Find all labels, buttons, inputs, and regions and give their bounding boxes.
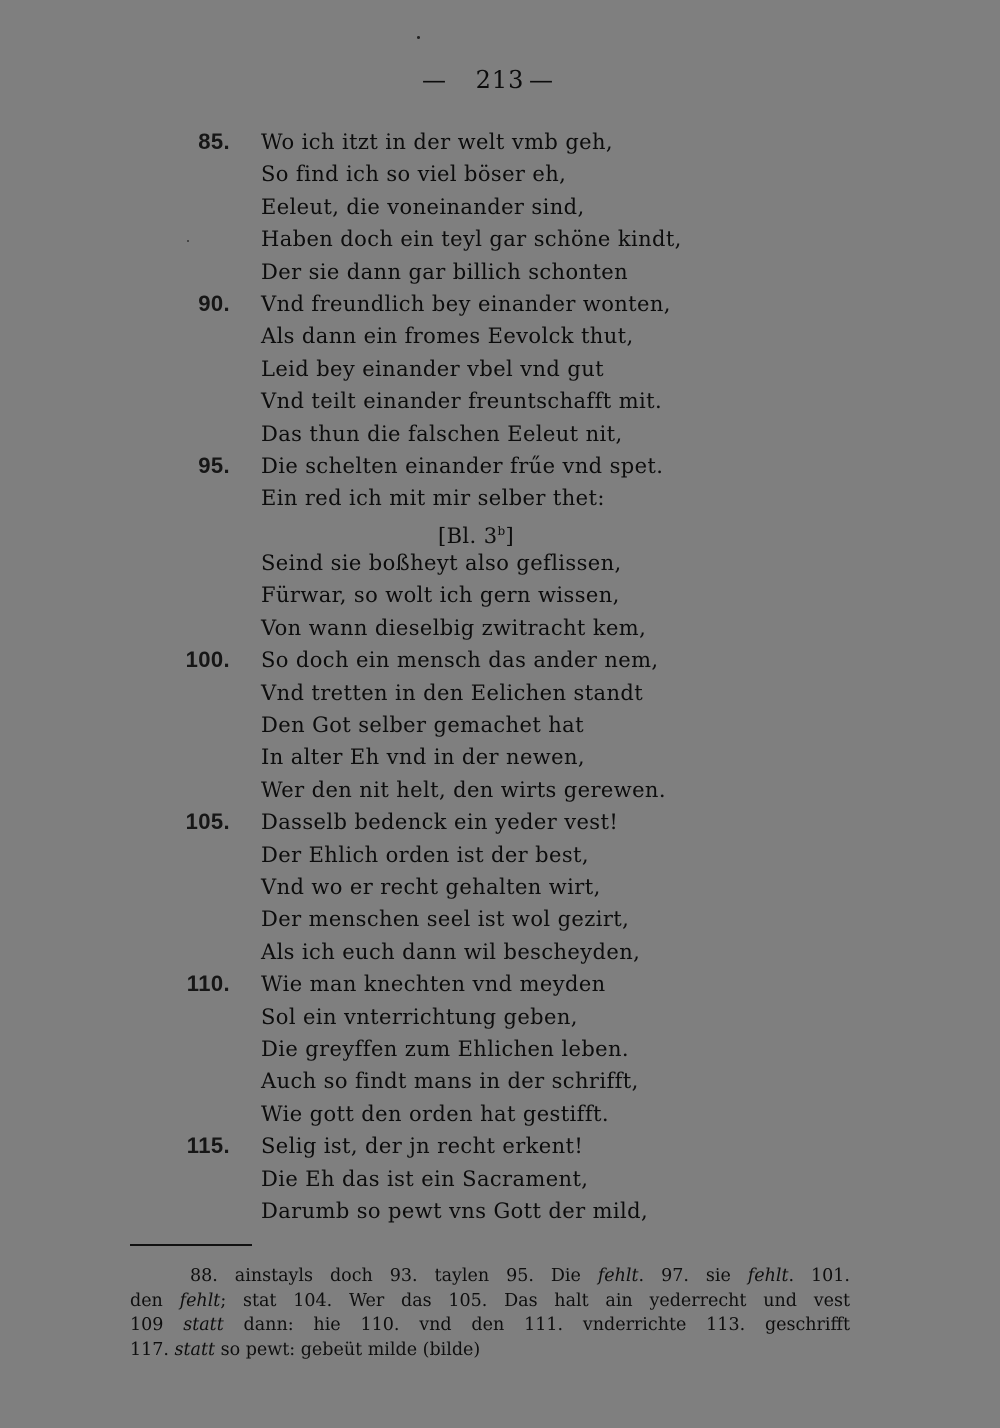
- verse-text: Als dann ein fromes Eevolck thut,: [261, 324, 634, 349]
- verse-text: Die schelten einander frűe vnd spet.: [261, 453, 664, 478]
- verse-text: Von wann dieselbig zwitracht kem,: [261, 615, 647, 640]
- page-number: 213: [475, 66, 525, 94]
- verse-text: Wo ich itzt in der welt vmb geh,: [261, 130, 613, 154]
- verse-text: Sol ein vnterrichtung geben,: [261, 1004, 578, 1029]
- folio-label: [Bl. 3: [438, 523, 498, 548]
- verse-line: [0, 579, 1000, 611]
- verse-text: Ein red ich mit mir selber thet:: [261, 486, 605, 511]
- verse-number: 105.: [185, 809, 230, 835]
- verse-text: In alter Eh vnd in der newen,: [261, 745, 586, 770]
- verse-line: [0, 547, 1000, 579]
- verse-text: Der menschen seel ist wol gezirt,: [261, 907, 630, 932]
- verse-line: [0, 1130, 1000, 1162]
- verse-text: Wie gott den orden hat gestifft.: [261, 1101, 609, 1126]
- verse-text: Vnd teilt einander freuntschafft mit.: [261, 389, 663, 414]
- verse-line: [0, 903, 1000, 935]
- verse-line: [0, 774, 1000, 806]
- verse-line: [0, 1001, 1000, 1033]
- verse-line: [0, 968, 1000, 1000]
- verse-text: Der sie dann gar billich schonten: [261, 259, 629, 284]
- folio-superscript: b: [497, 523, 506, 538]
- verse-text: Der Ehlich orden ist der best,: [261, 842, 589, 867]
- verse-text: Fürwar, so wolt ich gern wissen,: [261, 583, 620, 608]
- verse-text: Vnd wo er recht gehalten wirt,: [261, 874, 601, 899]
- verse-text: Vnd tretten in den Eelichen standt: [261, 680, 644, 705]
- verse-line: [0, 126, 1000, 158]
- verse-number: 85.: [198, 129, 230, 154]
- verse-number: 110.: [186, 971, 230, 997]
- verse-line: [0, 936, 1000, 968]
- verse-text: Als ich euch dann wil bescheyden,: [261, 939, 641, 964]
- verse-line: [0, 741, 1000, 773]
- page-header: [0, 66, 1000, 94]
- footnote-line: 88. ainstayls doch 93. taylen 95. Die fehlt. 97. sie fehlt. 101.: [190, 1266, 850, 1286]
- verse-line: [0, 1065, 1000, 1097]
- verse-line: [0, 320, 1000, 352]
- header-dash-left: —: [421, 66, 447, 94]
- verse-line: [0, 612, 1000, 644]
- verse-number: 90.: [198, 290, 230, 316]
- editorial-term: statt: [174, 1339, 216, 1360]
- verse-text: Darumb so pewt vns Gott der mild,: [261, 1198, 649, 1223]
- verse-text: Die Eh das ist ein Sacrament,: [261, 1166, 589, 1191]
- verse-line: [0, 644, 1000, 676]
- verse-text: Vnd freundlich bey einander wonten,: [261, 291, 671, 316]
- verse-line: [0, 871, 1000, 903]
- verse-text: Auch so findt mans in der schrifft,: [261, 1069, 639, 1094]
- footnote-line: 117. statt so pewt: gebeüt milde (bilde): [130, 1339, 481, 1360]
- verse-text: Wer den nit helt, den wirts gerewen.: [261, 777, 666, 802]
- verse-line: [0, 385, 1000, 417]
- verse-line: [0, 709, 1000, 741]
- verse-block: [0, 126, 1000, 1227]
- editorial-term: fehlt: [179, 1290, 221, 1311]
- footnote-rule: [130, 1244, 252, 1246]
- verse-text: Leid bey einander vbel vnd gut: [261, 356, 604, 381]
- verse-text: Das thun die falschen Eeleut nit,: [261, 421, 623, 446]
- verse-line: [0, 1098, 1000, 1130]
- verse-text: Den Got selber gemachet hat: [261, 713, 584, 738]
- verse-text: So find ich so viel böser eh,: [261, 162, 567, 187]
- editorial-term: fehlt: [597, 1266, 639, 1286]
- verse-text: Eeleut, die voneinander sind,: [261, 194, 585, 219]
- verse-line: [0, 256, 1000, 288]
- header-dash-right: —: [529, 66, 555, 94]
- verse-number: 95.: [198, 452, 230, 478]
- verse-line: [0, 288, 1000, 320]
- footnote-line: 109 statt dann: hie 110. vnd den 111. vnderrichte 113. geschrifft: [130, 1315, 850, 1335]
- verse-line: [0, 223, 1000, 255]
- verse-text: Selig ist, der jn recht erkent!: [261, 1134, 584, 1159]
- verse-line: [0, 450, 1000, 482]
- footnotes: [130, 1264, 850, 1362]
- verse-line: [0, 418, 1000, 450]
- verse-text: Wie man knechten vnd meyden: [261, 972, 606, 997]
- verse-line: [0, 1195, 1000, 1227]
- verse-text: Dasselb bedenck ein yeder vest!: [261, 810, 619, 835]
- folio-line: [0, 515, 1000, 547]
- verse-text: Haben doch ein teyl gar schöne kindt,: [261, 227, 682, 252]
- verse-line: [0, 1033, 1000, 1065]
- folio-close: ]: [505, 523, 515, 548]
- verse-line: [0, 1163, 1000, 1195]
- verse-line: [0, 806, 1000, 838]
- editorial-term: fehlt: [747, 1266, 789, 1286]
- editorial-term: statt: [183, 1315, 224, 1335]
- verse-line: [0, 353, 1000, 385]
- verse-line: [0, 482, 1000, 514]
- verse-line: [0, 839, 1000, 871]
- verse-text: Seind sie boßheyt also geflissen,: [261, 551, 622, 576]
- verse-text: Die greyffen zum Ehlichen leben.: [261, 1036, 629, 1061]
- verse-number: 115.: [186, 1133, 230, 1159]
- verse-text: So doch ein mensch das ander nem,: [261, 648, 659, 673]
- verse-line: [0, 191, 1000, 223]
- print-speck: [417, 36, 420, 39]
- verse-line: [0, 158, 1000, 190]
- verse-line: [0, 677, 1000, 709]
- footnote-line: den fehlt; stat 104. Wer das 105. Das halt ain yederrecht und vest: [130, 1290, 850, 1311]
- verse-number: 100.: [185, 647, 230, 673]
